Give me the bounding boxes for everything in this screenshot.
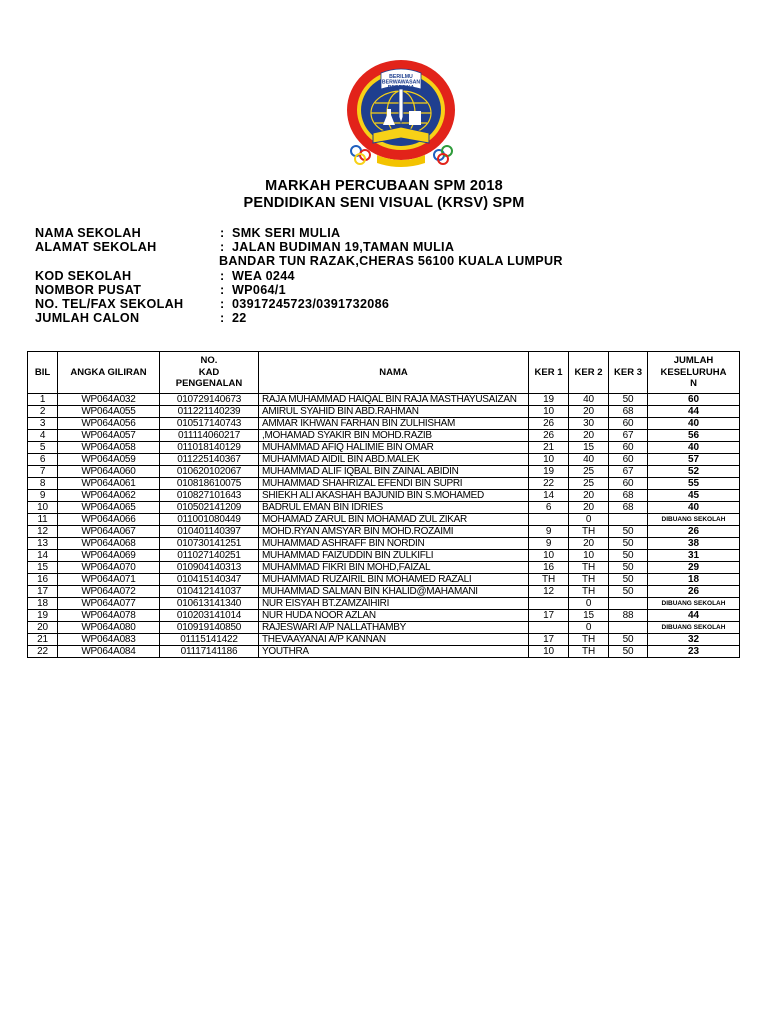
cell-jumlah: DIBUANG SEKOLAH <box>648 598 740 610</box>
cell-ker3: 67 <box>609 430 648 442</box>
cell-bil: 7 <box>28 466 58 478</box>
cell-angka-giliran: WP064A069 <box>58 550 160 562</box>
cell-bil: 11 <box>28 514 58 526</box>
cell-ker1: 21 <box>529 442 569 454</box>
cell-bil: 6 <box>28 454 58 466</box>
cell-ker1: 10 <box>529 406 569 418</box>
cell-nama: MUHAMMAD AFIQ HALIMIE BIN OMAR <box>259 442 529 454</box>
jumlah-calon-value: 22 <box>232 311 247 326</box>
cell-nama: MUHAMMAD SALMAN BIN KHALID@MAHAMANI <box>259 586 529 598</box>
header-bil: BIL <box>28 352 58 394</box>
cell-nama: MUHAMMAD FAIZUDDIN BIN ZULKIFLI <box>259 550 529 562</box>
cell-bil: 4 <box>28 430 58 442</box>
cell-kad-pengenalan: 011001080449 <box>160 514 259 526</box>
table-header-row <box>28 352 740 394</box>
table-row <box>28 538 740 550</box>
cell-angka-giliran: WP064A072 <box>58 586 160 598</box>
header-kad-line-1: NO. <box>200 355 218 367</box>
cell-ker3: 68 <box>609 406 648 418</box>
cell-ker2: 15 <box>569 442 609 454</box>
cell-nama: THEVAAYANAI A/P KANNAN <box>259 634 529 646</box>
nama-sekolah-value: SMK SERI MULIA <box>232 226 341 240</box>
cell-angka-giliran: WP064A083 <box>58 634 160 646</box>
cell-ker2: 20 <box>569 490 609 502</box>
cell-bil: 16 <box>28 574 58 586</box>
cell-ker1: 9 <box>529 538 569 550</box>
table-row <box>28 442 740 454</box>
cell-bil: 17 <box>28 586 58 598</box>
cell-bil: 18 <box>28 598 58 610</box>
cell-nama: RAJA MUHAMMAD HAIQAL BIN RAJA MASTHAYUSAIZAN <box>259 394 529 406</box>
cell-angka-giliran: WP064A066 <box>58 514 160 526</box>
cell-kad-pengenalan: 010502141209 <box>160 502 259 514</box>
cell-nama: ,MOHAMAD SYAKIR BIN MOHD.RAZIB <box>259 430 529 442</box>
table-row <box>28 454 740 466</box>
table-row <box>28 526 740 538</box>
cell-nama: MUHAMMAD SHAHRIZAL EFENDI BIN SUPRI <box>259 478 529 490</box>
cell-kad-pengenalan: 010203141014 <box>160 610 259 622</box>
cell-bil: 12 <box>28 526 58 538</box>
cell-nama: AMIRUL SYAHID BIN ABD.RAHMAN <box>259 406 529 418</box>
cell-bil: 10 <box>28 502 58 514</box>
pen-icon <box>399 89 403 123</box>
cell-nama: MUHAMMAD ASHRAFF BIN NORDIN <box>259 538 529 550</box>
cell-ker3 <box>609 622 648 634</box>
alamat-value-2: BANDAR TUN RAZAK,CHERAS 56100 KUALA LUMPUR <box>219 254 563 269</box>
header-jumlah-line-2: KESELURUHA <box>660 366 727 378</box>
tel-fax-value: 03917245723/0391732086 <box>232 296 390 311</box>
cell-angka-giliran: WP064A056 <box>58 418 160 430</box>
cell-jumlah: 29 <box>648 562 740 574</box>
cell-jumlah: 38 <box>648 538 740 550</box>
cell-kad-pengenalan: 010904140313 <box>160 562 259 574</box>
alamat-label: ALAMAT SEKOLAH <box>35 240 157 255</box>
cell-ker3: 88 <box>609 610 648 622</box>
cell-jumlah: 44 <box>648 406 740 418</box>
cell-jumlah: 26 <box>648 586 740 598</box>
cell-jumlah: 52 <box>648 466 740 478</box>
cell-ker2: 10 <box>569 550 609 562</box>
cell-jumlah: 45 <box>648 490 740 502</box>
colon: : <box>220 282 225 297</box>
cell-ker2: TH <box>569 634 609 646</box>
cell-kad-pengenalan: 011225140367 <box>160 454 259 466</box>
colon: : <box>220 296 225 311</box>
cell-jumlah: 40 <box>648 418 740 430</box>
table-body <box>28 394 740 658</box>
cell-jumlah: 26 <box>648 526 740 538</box>
cell-ker1: 19 <box>529 466 569 478</box>
cell-ker2: 20 <box>569 502 609 514</box>
cell-ker1 <box>529 622 569 634</box>
header-jumlah <box>648 352 740 394</box>
cell-angka-giliran: WP064A057 <box>58 430 160 442</box>
cell-angka-giliran: WP064A070 <box>58 562 160 574</box>
cell-ker2: 15 <box>569 610 609 622</box>
cell-angka-giliran: WP064A078 <box>58 610 160 622</box>
cell-nama: SHIEKH ALI AKASHAH BAJUNID BIN S.MOHAMED <box>259 490 529 502</box>
cell-jumlah: 56 <box>648 430 740 442</box>
cell-ker3: 50 <box>609 538 648 550</box>
cell-kad-pengenalan: 011221140239 <box>160 406 259 418</box>
cell-bil: 14 <box>28 550 58 562</box>
cell-ker2: 40 <box>569 454 609 466</box>
tel-fax-label: NO. TEL/FAX SEKOLAH <box>35 296 184 311</box>
cell-kad-pengenalan: 011027140251 <box>160 550 259 562</box>
cell-ker2: 30 <box>569 418 609 430</box>
cell-ker2: 25 <box>569 466 609 478</box>
motto-text-2: BERWAWASAN <box>381 79 421 86</box>
cell-bil: 19 <box>28 610 58 622</box>
cell-bil: 13 <box>28 538 58 550</box>
page-subtitle: PENDIDIKAN SENI VISUAL (KRSV) SPM <box>243 195 525 211</box>
cell-bil: 1 <box>28 394 58 406</box>
cell-ker3: 50 <box>609 586 648 598</box>
cell-kad-pengenalan: 010613141340 <box>160 598 259 610</box>
cell-kad-pengenalan: 010827101643 <box>160 490 259 502</box>
cell-bil: 21 <box>28 634 58 646</box>
cell-jumlah: 31 <box>648 550 740 562</box>
cell-bil: 8 <box>28 478 58 490</box>
cell-ker1: 16 <box>529 562 569 574</box>
cell-angka-giliran: WP064A077 <box>58 598 160 610</box>
cell-jumlah: 32 <box>648 634 740 646</box>
table-row <box>28 634 740 646</box>
alamat-value-1: JALAN BUDIMAN 19,TAMAN MULIA <box>232 240 455 255</box>
cell-nama: NUR EISYAH BT.ZAMZAIHIRI <box>259 598 529 610</box>
table-row <box>28 562 740 574</box>
cell-angka-giliran: WP064A068 <box>58 538 160 550</box>
table-row <box>28 646 740 658</box>
colon: : <box>220 311 225 326</box>
table-row <box>28 586 740 598</box>
cell-ker3 <box>609 598 648 610</box>
cell-kad-pengenalan: 011018140129 <box>160 442 259 454</box>
header-kad-line-3: PENGENALAN <box>175 378 243 390</box>
cell-ker3: 60 <box>609 418 648 430</box>
cell-bil: 20 <box>28 622 58 634</box>
cell-jumlah: 23 <box>648 646 740 658</box>
table-row <box>28 514 740 526</box>
table-row <box>28 394 740 406</box>
cell-ker1: 10 <box>529 454 569 466</box>
cell-kad-pengenalan: 01117141186 <box>160 646 259 658</box>
table-row <box>28 550 740 562</box>
cell-angka-giliran: WP064A058 <box>58 442 160 454</box>
cell-ker3: 50 <box>609 634 648 646</box>
cell-ker2: 20 <box>569 538 609 550</box>
cell-ker2: TH <box>569 574 609 586</box>
cell-ker1: 10 <box>529 646 569 658</box>
cell-angka-giliran: WP064A067 <box>58 526 160 538</box>
cell-kad-pengenalan: 010818610075 <box>160 478 259 490</box>
cell-nama: RAJESWARI A/P NALLATHAMBY <box>259 622 529 634</box>
cell-ker1: 19 <box>529 394 569 406</box>
cell-nama: MOHAMAD ZARUL BIN MOHAMAD ZUL ZIKAR <box>259 514 529 526</box>
cell-ker1: 26 <box>529 418 569 430</box>
cell-ker1: 17 <box>529 634 569 646</box>
table-row <box>28 574 740 586</box>
cell-angka-giliran: WP064A080 <box>58 622 160 634</box>
motto-text-1: BERILMU <box>389 74 413 80</box>
table-row <box>28 478 740 490</box>
cell-angka-giliran: WP064A059 <box>58 454 160 466</box>
rings-decoration-right <box>434 146 452 164</box>
cell-jumlah: DIBUANG SEKOLAH <box>648 622 740 634</box>
cell-kad-pengenalan: 01115141422 <box>160 634 259 646</box>
cell-angka-giliran: WP064A055 <box>58 406 160 418</box>
header-angka-giliran: ANGKA GILIRAN <box>58 352 160 394</box>
cell-ker2: 25 <box>569 478 609 490</box>
cell-nama: AMMAR IKHWAN FARHAN BIN ZULHISHAM <box>259 418 529 430</box>
cell-bil: 5 <box>28 442 58 454</box>
cell-kad-pengenalan: 010415140347 <box>160 574 259 586</box>
cell-kad-pengenalan: 010729140673 <box>160 394 259 406</box>
cell-ker1: 12 <box>529 586 569 598</box>
cell-angka-giliran: WP064A065 <box>58 502 160 514</box>
cell-jumlah: 40 <box>648 442 740 454</box>
cell-ker3: 60 <box>609 454 648 466</box>
header-kad-line-2: KAD <box>198 366 220 378</box>
cell-nama: NUR HUDA NOOR AZLAN <box>259 610 529 622</box>
cell-ker2: 0 <box>569 598 609 610</box>
cell-kad-pengenalan: 010620102067 <box>160 466 259 478</box>
table-row <box>28 466 740 478</box>
cell-kad-pengenalan: 010412141037 <box>160 586 259 598</box>
cell-ker3: 50 <box>609 574 648 586</box>
cell-ker3: 50 <box>609 646 648 658</box>
cell-ker1: TH <box>529 574 569 586</box>
cell-ker1: 22 <box>529 478 569 490</box>
cell-bil: 3 <box>28 418 58 430</box>
motto-text-3: BERETIKA <box>387 85 415 91</box>
table-row <box>28 610 740 622</box>
cell-angka-giliran: WP064A032 <box>58 394 160 406</box>
colon: : <box>220 240 225 255</box>
table-row <box>28 430 740 442</box>
header-jumlah-line-3: N <box>690 378 697 390</box>
header-ker2: KER 2 <box>569 352 609 394</box>
cell-ker1: 17 <box>529 610 569 622</box>
cell-ker1 <box>529 514 569 526</box>
cell-ker2: 0 <box>569 514 609 526</box>
header-nama: NAMA <box>259 352 529 394</box>
cell-ker2: TH <box>569 562 609 574</box>
cell-ker3: 50 <box>609 550 648 562</box>
colon: : <box>220 268 225 283</box>
cell-nama: MUHAMMAD ALIF IQBAL BIN ZAINAL ABIDIN <box>259 466 529 478</box>
header-ker3: KER 3 <box>609 352 648 394</box>
cell-jumlah: 55 <box>648 478 740 490</box>
cell-angka-giliran: WP064A071 <box>58 574 160 586</box>
cell-ker2: TH <box>569 646 609 658</box>
header-kad-pengenalan <box>160 352 259 394</box>
kod-sekolah-value: WEA 0244 <box>232 268 295 283</box>
cell-ker1 <box>529 598 569 610</box>
cell-ker1: 6 <box>529 502 569 514</box>
cell-kad-pengenalan: 010401140397 <box>160 526 259 538</box>
cell-ker3: 68 <box>609 502 648 514</box>
cell-jumlah: 44 <box>648 610 740 622</box>
cell-nama: MUHAMMAD RUZAIRIL BIN MOHAMED RAZALI <box>259 574 529 586</box>
cell-kad-pengenalan: 011114060217 <box>160 430 259 442</box>
cell-ker2: 40 <box>569 394 609 406</box>
cell-kad-pengenalan: 010730141251 <box>160 538 259 550</box>
header-jumlah-line-1: JUMLAH <box>673 355 714 367</box>
nama-sekolah-label: NAMA SEKOLAH <box>35 226 141 240</box>
cell-kad-pengenalan: 010919140850 <box>160 622 259 634</box>
cell-ker3: 50 <box>609 526 648 538</box>
jumlah-calon-label: JUMLAH CALON <box>35 311 140 326</box>
cell-ker2: TH <box>569 586 609 598</box>
cell-ker1: 14 <box>529 490 569 502</box>
cell-nama: MUHAMMAD AIDIL BIN ABD.MALEK <box>259 454 529 466</box>
cell-jumlah: 60 <box>648 394 740 406</box>
cell-angka-giliran: WP064A060 <box>58 466 160 478</box>
cell-angka-giliran: WP064A062 <box>58 490 160 502</box>
cell-ker2: 20 <box>569 430 609 442</box>
cell-ker3: 68 <box>609 490 648 502</box>
header-ker1: KER 1 <box>529 352 569 394</box>
nombor-pusat-label: NOMBOR PUSAT <box>35 282 142 297</box>
cell-ker2: 0 <box>569 622 609 634</box>
cell-bil: 2 <box>28 406 58 418</box>
cell-kad-pengenalan: 010517140743 <box>160 418 259 430</box>
cell-jumlah: DIBUANG SEKOLAH <box>648 514 740 526</box>
kod-sekolah-label: KOD SEKOLAH <box>35 268 132 283</box>
cell-bil: 9 <box>28 490 58 502</box>
table-row <box>28 622 740 634</box>
cell-jumlah: 40 <box>648 502 740 514</box>
table-row <box>28 502 740 514</box>
book-stand-icon <box>409 111 421 125</box>
cell-ker1: 26 <box>529 430 569 442</box>
cell-ker3: 60 <box>609 442 648 454</box>
cell-ker2: TH <box>569 526 609 538</box>
table-row <box>28 418 740 430</box>
cell-bil: 15 <box>28 562 58 574</box>
cell-ker1: 9 <box>529 526 569 538</box>
cell-ker2: 20 <box>569 406 609 418</box>
page-title: MARKAH PERCUBAAN SPM 2018 <box>265 178 503 194</box>
table-row <box>28 406 740 418</box>
cell-jumlah: 18 <box>648 574 740 586</box>
cell-nama: BADRUL EMAN BIN IDRIES <box>259 502 529 514</box>
cell-ker3: 60 <box>609 478 648 490</box>
cell-ker1: 10 <box>529 550 569 562</box>
cell-nama: MOHD.RYAN AMSYAR BIN MOHD.ROZAIMI <box>259 526 529 538</box>
nombor-pusat-value: WP064/1 <box>232 282 286 297</box>
cell-ker3: 67 <box>609 466 648 478</box>
cell-angka-giliran: WP064A061 <box>58 478 160 490</box>
cell-nama: MUHAMMAD FIKRI BIN MOHD,FAIZAL <box>259 562 529 574</box>
cell-ker3: 50 <box>609 562 648 574</box>
cell-nama: YOUTHRA <box>259 646 529 658</box>
school-crest-logo <box>343 55 459 169</box>
colon: : <box>220 226 225 240</box>
cell-jumlah: 57 <box>648 454 740 466</box>
cell-angka-giliran: WP064A084 <box>58 646 160 658</box>
table-row <box>28 598 740 610</box>
cell-bil: 22 <box>28 646 58 658</box>
table-row <box>28 490 740 502</box>
marks-table <box>27 351 740 658</box>
cell-ker3 <box>609 514 648 526</box>
cell-ker3: 50 <box>609 394 648 406</box>
